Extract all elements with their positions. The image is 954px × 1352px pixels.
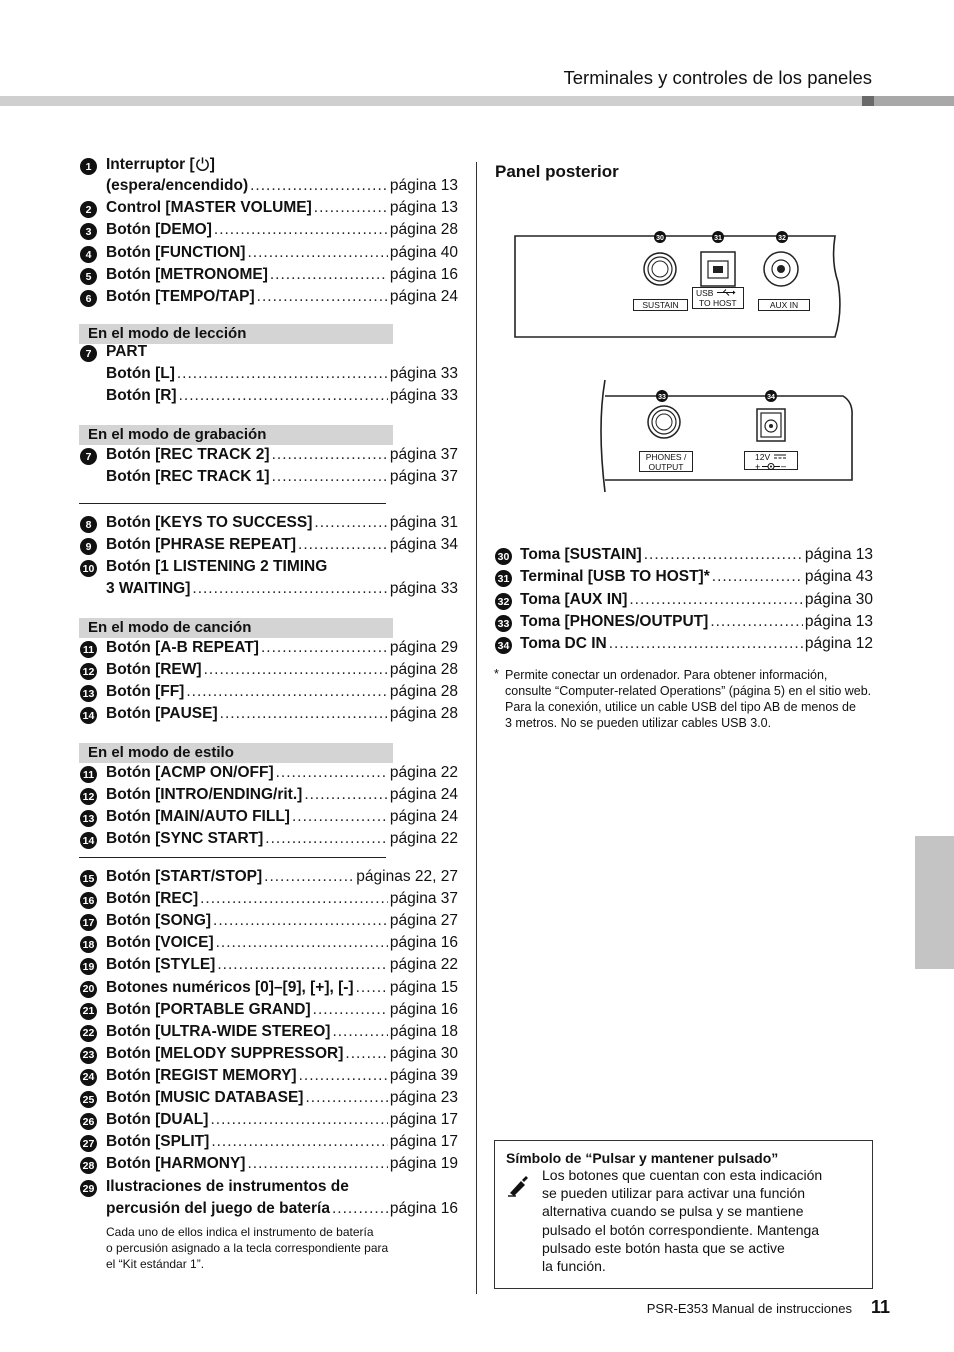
page-ref: página 13 bbox=[389, 199, 458, 216]
footnote-asterisk: * bbox=[494, 667, 499, 681]
info-box-line: la función. bbox=[542, 1258, 606, 1275]
page-ref: página 24 bbox=[389, 786, 458, 803]
page-ref: página 17 bbox=[389, 1111, 458, 1129]
item-label: Botón [FUNCTION] bbox=[106, 244, 246, 261]
dot-leader bbox=[629, 591, 803, 609]
phones-output-label bbox=[639, 451, 693, 472]
item-number-badge: 21 bbox=[80, 1003, 97, 1020]
item-label: Terminal [USB TO HOST]* bbox=[520, 568, 710, 585]
item-label: Botón [SYNC START] bbox=[106, 830, 264, 847]
item-label: Control [MASTER VOLUME] bbox=[106, 199, 312, 216]
item-number-badge: 31 bbox=[495, 570, 512, 587]
info-box-line: Los botones que cuentan con esta indicación bbox=[542, 1167, 823, 1183]
item-label: Botón [METRONOME] bbox=[106, 266, 268, 283]
dot-leader bbox=[210, 1111, 387, 1129]
section-header-record-mode: En el modo de grabación bbox=[79, 425, 393, 445]
section-header-song-mode: En el modo de canción bbox=[79, 618, 393, 638]
page-ref: página 24 bbox=[389, 288, 458, 305]
item-number-badge: 9 bbox=[80, 538, 97, 555]
dot-leader bbox=[314, 514, 388, 532]
item-number-badge: 32 bbox=[495, 593, 512, 610]
jack-number-31 bbox=[712, 231, 724, 243]
item-number-badge: 22 bbox=[80, 1025, 97, 1042]
page-ref: página 13 bbox=[389, 177, 458, 194]
page-ref: página 22 bbox=[389, 830, 458, 847]
item-1-label: Interruptor [ ] bbox=[106, 156, 215, 173]
item-number-badge: 12 bbox=[80, 788, 97, 805]
item-number-badge: 14 bbox=[80, 832, 97, 849]
item-29-note-1: Cada uno de ellos indica el instrumento de batería bbox=[106, 1225, 374, 1239]
footnote-line-3: Para la conexión, utilice un cable USB del tipo AB de menos de bbox=[505, 700, 856, 714]
item-label: Botón [HARMONY] bbox=[106, 1155, 246, 1173]
page-ref: página 43 bbox=[804, 568, 873, 585]
index-entry-row bbox=[106, 890, 458, 908]
column-divider bbox=[476, 162, 477, 1294]
dot-leader bbox=[356, 979, 388, 997]
item-number-badge: 14 bbox=[80, 707, 97, 724]
page-ref: página 37 bbox=[389, 890, 458, 908]
side-thumb-tab bbox=[915, 836, 954, 969]
item-number-badge: 8 bbox=[80, 516, 97, 533]
page-ref: página 15 bbox=[389, 978, 458, 996]
usb-label-text: USB bbox=[696, 288, 714, 298]
index-entry-row bbox=[106, 956, 458, 974]
item-label: Toma [SUSTAIN] bbox=[520, 546, 642, 563]
svg-text:30: 30 bbox=[656, 235, 664, 242]
item-label: Botón [PORTABLE GRAND] bbox=[106, 1000, 311, 1018]
dot-leader bbox=[200, 890, 388, 908]
to-host-label-text: TO HOST bbox=[699, 298, 737, 308]
item-label: Botón [SONG] bbox=[106, 912, 212, 930]
page-ref: página 23 bbox=[389, 1089, 458, 1106]
dot-leader bbox=[644, 546, 803, 564]
dc-symbol-icon bbox=[773, 454, 787, 459]
info-box-title: Símbolo de “Pulsar y mantener pulsado” bbox=[506, 1150, 779, 1166]
page-ref: página 12 bbox=[804, 635, 873, 652]
polarity-symbol-icon bbox=[755, 462, 787, 471]
svg-text:+: + bbox=[755, 462, 761, 471]
dot-leader bbox=[204, 661, 388, 679]
page-ref: página 18 bbox=[389, 1022, 458, 1040]
page-header-title: Terminales y controles de los paneles bbox=[563, 67, 872, 88]
item-number-badge: 11 bbox=[80, 641, 97, 658]
item-29-line1: Ilustraciones de instrumentos de bbox=[106, 1178, 349, 1195]
page-ref: página 30 bbox=[389, 1044, 458, 1062]
index-entry-row bbox=[106, 266, 458, 284]
page-ref: página 40 bbox=[389, 244, 458, 261]
item-label: Botón [PAUSE] bbox=[106, 705, 218, 722]
item-label: percusión del juego de batería bbox=[106, 1200, 330, 1217]
panel-outline bbox=[601, 380, 852, 492]
item-label: Botón [FF] bbox=[106, 683, 185, 700]
item-number-badge: 4 bbox=[80, 246, 97, 263]
item-number-badge: 24 bbox=[80, 1069, 97, 1086]
page-ref: página 37 bbox=[389, 468, 458, 485]
item-label: Botón [SPLIT] bbox=[106, 1133, 210, 1151]
page-ref: página 37 bbox=[389, 446, 458, 463]
phones-output-jack-icon bbox=[648, 406, 680, 438]
item-label: Botón [REW] bbox=[106, 661, 202, 678]
item-label: Toma DC IN bbox=[520, 635, 607, 652]
page-ref: página 31 bbox=[389, 514, 458, 531]
page-ref: página 34 bbox=[389, 536, 458, 553]
section-divider bbox=[79, 857, 386, 858]
jack-number-32 bbox=[776, 231, 788, 243]
item-label: Botón [MUSIC DATABASE] bbox=[106, 1089, 304, 1106]
footnote-line-1: Permite conectar un ordenador. Para obtener información, bbox=[505, 668, 828, 682]
page-ref: página 19 bbox=[389, 1155, 458, 1173]
dot-leader bbox=[264, 868, 354, 886]
info-box-line: alternativa cuando se pulsa y se mantiene bbox=[542, 1203, 804, 1220]
page-ref: página 13 bbox=[804, 546, 873, 563]
index-entry-row bbox=[106, 1133, 458, 1151]
dot-leader bbox=[710, 613, 803, 631]
dot-leader bbox=[272, 446, 388, 464]
dot-leader bbox=[332, 1023, 387, 1041]
item-number-badge: 5 bbox=[80, 268, 97, 285]
item-number-badge: 23 bbox=[80, 1047, 97, 1064]
sustain-jack-icon bbox=[644, 253, 676, 285]
item-number-badge: 12 bbox=[80, 663, 97, 680]
page-number: 11 bbox=[871, 1297, 891, 1317]
item-number-badge: 15 bbox=[80, 870, 97, 887]
page-ref: página 16 bbox=[389, 266, 458, 283]
dot-leader bbox=[247, 1155, 387, 1173]
index-entry-row bbox=[106, 1111, 458, 1129]
index-entry-row bbox=[106, 536, 458, 554]
rear-panel-top-illustration bbox=[505, 222, 845, 342]
page-ref: página 16 bbox=[389, 1200, 458, 1217]
footnote-line-2: consulte “Computer-related Operations” (página 5) en el sitio web. bbox=[505, 684, 872, 698]
item-label: Botón [INTRO/ENDING/rit.] bbox=[106, 786, 303, 803]
index-entry-row bbox=[106, 199, 458, 217]
page-ref: página 33 bbox=[389, 580, 458, 597]
page-ref: página 28 bbox=[389, 683, 458, 700]
item-number-badge: 11 bbox=[80, 766, 97, 783]
index-entry-row bbox=[520, 635, 873, 653]
item-label: Botón [VOICE] bbox=[106, 934, 214, 952]
index-entry-row bbox=[106, 221, 458, 239]
item-label: Botón [START/STOP] bbox=[106, 868, 263, 885]
item-label: Botón [DEMO] bbox=[106, 221, 212, 238]
dot-leader bbox=[186, 683, 388, 701]
svg-text:31: 31 bbox=[714, 235, 722, 242]
page-ref: página 33 bbox=[389, 387, 458, 404]
dot-leader bbox=[192, 580, 388, 598]
index-entry-row bbox=[106, 288, 458, 306]
item-label: Botón [L] bbox=[106, 365, 175, 382]
item-label: Botón [STYLE] bbox=[106, 956, 216, 974]
page-ref: página 28 bbox=[389, 221, 458, 238]
info-box-line: se pueden utilizar para activar una función bbox=[542, 1185, 806, 1202]
index-entry-row bbox=[106, 639, 458, 657]
rear-panel-bottom-illustration bbox=[595, 376, 860, 496]
index-entry-row bbox=[106, 661, 458, 679]
dot-leader bbox=[313, 1001, 388, 1019]
item-label: Botón [REC TRACK 1] bbox=[106, 468, 270, 485]
index-entry-row bbox=[106, 868, 458, 886]
index-entry-row bbox=[106, 1045, 458, 1063]
item-label: Botón [R] bbox=[106, 387, 177, 404]
item-29-row bbox=[106, 1200, 458, 1218]
usb-symbol-icon bbox=[716, 288, 736, 297]
voltage-label-text: 12V bbox=[755, 452, 771, 462]
index-entry-row bbox=[520, 613, 873, 631]
jack-number-34 bbox=[765, 390, 777, 402]
dot-leader bbox=[265, 830, 388, 848]
item-29-note-3: el “Kit estándar 1”. bbox=[106, 1257, 205, 1271]
dot-leader bbox=[305, 1089, 387, 1107]
page-ref: página 28 bbox=[389, 705, 458, 722]
item-29-note-2: o percusión asignado a la tecla correspondiente para bbox=[106, 1241, 389, 1255]
index-entry-row bbox=[106, 705, 458, 723]
item-label: Botón [ULTRA-WIDE STEREO] bbox=[106, 1022, 331, 1040]
item-number-badge: 13 bbox=[80, 685, 97, 702]
index-entry-row bbox=[106, 912, 458, 930]
dot-leader bbox=[298, 536, 388, 554]
item-label: Botones numéricos [0]–[9], [+], [-] bbox=[106, 978, 354, 996]
svg-text:33: 33 bbox=[658, 394, 666, 401]
dot-leader bbox=[214, 221, 388, 239]
page-ref: página 17 bbox=[389, 1133, 458, 1151]
index-entry-row bbox=[106, 979, 458, 997]
item-label: Toma [AUX IN] bbox=[520, 591, 628, 608]
page-ref: página 13 bbox=[804, 613, 873, 630]
page-ref: página 29 bbox=[389, 639, 458, 656]
item-label: 3 WAITING] bbox=[106, 580, 191, 597]
page-ref: página 16 bbox=[389, 934, 458, 952]
svg-text:32: 32 bbox=[778, 235, 786, 242]
item-label: Botón [REGIST MEMORY] bbox=[106, 1066, 297, 1084]
index-entry-row bbox=[106, 468, 458, 486]
index-entry-row bbox=[520, 546, 873, 564]
index-entry-row bbox=[520, 591, 873, 609]
item-number-badge: 34 bbox=[495, 637, 512, 654]
dot-leader bbox=[609, 635, 803, 653]
dot-leader bbox=[177, 365, 388, 383]
section-divider bbox=[79, 503, 386, 504]
item-10-line1: Botón [1 LISTENING 2 TIMING bbox=[106, 558, 328, 575]
item-label: Botón [KEYS TO SUCCESS] bbox=[106, 514, 313, 531]
index-entry-row bbox=[106, 514, 458, 532]
index-entry-row bbox=[106, 1155, 458, 1173]
dot-leader bbox=[299, 1067, 388, 1085]
info-box-line: pulsado este botón hasta que se active bbox=[542, 1239, 785, 1256]
item-label: Botón [MELODY SUPPRESSOR] bbox=[106, 1044, 344, 1062]
dot-leader bbox=[292, 808, 388, 826]
output-label-text: OUTPUT bbox=[648, 462, 684, 472]
index-entry-row bbox=[106, 830, 458, 848]
index-entry-row bbox=[106, 365, 458, 383]
header-rule-marker bbox=[862, 96, 874, 106]
dot-leader bbox=[304, 786, 388, 804]
index-entry-row bbox=[106, 1001, 458, 1019]
usb-to-host-label bbox=[692, 287, 744, 309]
item-number-badge: 28 bbox=[80, 1157, 97, 1174]
index-entry-row bbox=[106, 244, 458, 262]
item-label: Botón [REC TRACK 2] bbox=[106, 446, 270, 463]
dot-leader bbox=[247, 244, 387, 262]
item-label: Toma [PHONES/OUTPUT] bbox=[520, 613, 709, 630]
index-entry-row bbox=[106, 786, 458, 804]
dot-leader bbox=[179, 387, 388, 405]
info-box-line: pulsado el botón correspondiente. Mantenga bbox=[542, 1221, 820, 1238]
page-ref: página 16 bbox=[389, 1000, 458, 1018]
index-entry-row bbox=[106, 446, 458, 464]
page-ref: página 39 bbox=[389, 1066, 458, 1084]
item-number-badge: 3 bbox=[80, 223, 97, 240]
item-label: (espera/encendido) bbox=[106, 177, 249, 194]
item-number-badge: 25 bbox=[80, 1091, 97, 1108]
page-ref: página 30 bbox=[804, 591, 873, 608]
item-number-badge: 19 bbox=[80, 958, 97, 975]
panel-outline bbox=[515, 236, 840, 337]
item-label: Botón [TEMPO/TAP] bbox=[106, 288, 255, 305]
dot-leader bbox=[220, 705, 388, 723]
item-number-badge: 2 bbox=[80, 201, 97, 218]
info-box-body bbox=[542, 1166, 822, 1275]
item-number-badge: 10 bbox=[80, 560, 97, 577]
footer-manual-title: PSR-E353 Manual de instrucciones bbox=[646, 1301, 852, 1316]
item-number-badge: 27 bbox=[80, 1135, 97, 1152]
page-ref: páginas 22, 27 bbox=[356, 868, 458, 885]
header-rule-end bbox=[874, 96, 954, 106]
dot-leader bbox=[213, 912, 388, 930]
index-entry-row bbox=[106, 764, 458, 782]
page-ref: página 28 bbox=[389, 661, 458, 678]
page-ref: página 33 bbox=[389, 365, 458, 382]
item-number-badge: 30 bbox=[495, 548, 512, 565]
part-label: PART bbox=[106, 343, 148, 360]
svg-text:34: 34 bbox=[767, 394, 775, 401]
item-label: Botón [DUAL] bbox=[106, 1111, 209, 1129]
dot-leader bbox=[276, 764, 388, 782]
sustain-label: SUSTAIN bbox=[633, 299, 688, 311]
dot-leader bbox=[261, 639, 388, 657]
item-number-badge: 16 bbox=[80, 892, 97, 909]
index-entry-row bbox=[106, 683, 458, 701]
item-number-badge: 7 bbox=[80, 448, 97, 465]
item-number-badge: 20 bbox=[80, 981, 97, 998]
index-entry-row bbox=[106, 1089, 458, 1107]
dot-leader bbox=[712, 568, 803, 586]
header-rule bbox=[0, 96, 862, 106]
item-label: Botón [MAIN/AUTO FILL] bbox=[106, 808, 290, 825]
dot-leader bbox=[314, 199, 388, 217]
item-label: Botón [PHRASE REPEAT] bbox=[106, 536, 297, 553]
item-number-badge: 18 bbox=[80, 936, 97, 953]
dc-in-jack-icon bbox=[757, 409, 785, 441]
press-and-hold-icon bbox=[507, 1173, 529, 1197]
index-entry-row bbox=[106, 808, 458, 826]
dot-leader bbox=[216, 934, 388, 952]
dot-leader bbox=[257, 288, 388, 306]
press-and-hold-info-box bbox=[494, 1140, 873, 1289]
page-ref: página 24 bbox=[389, 808, 458, 825]
aux-in-jack-icon bbox=[764, 252, 798, 286]
index-entry-row bbox=[106, 580, 458, 598]
item-number-badge: 1 bbox=[80, 158, 97, 175]
svg-text:–: – bbox=[781, 462, 787, 471]
aux-in-label: AUX IN bbox=[758, 299, 810, 311]
item-number-badge: 29 bbox=[80, 1180, 97, 1197]
item-number-badge: 7 bbox=[80, 345, 97, 362]
item-number-badge: 13 bbox=[80, 810, 97, 827]
power-icon bbox=[195, 156, 210, 171]
page-ref: página 22 bbox=[389, 956, 458, 974]
index-entry-row bbox=[106, 934, 458, 952]
rear-panel-title: Panel posterior bbox=[495, 162, 619, 181]
jack-number-30 bbox=[654, 231, 666, 243]
dot-leader bbox=[270, 266, 388, 284]
dot-leader bbox=[345, 1045, 388, 1063]
dot-leader bbox=[211, 1133, 388, 1151]
item-label: Botón [REC] bbox=[106, 890, 199, 908]
footnote-line-4: 3 metros. No se pueden utilizar cables USB 3.0. bbox=[505, 716, 772, 730]
item-label: Botón [ACMP ON/OFF] bbox=[106, 764, 274, 781]
item-1-row bbox=[106, 177, 458, 195]
index-entry-row bbox=[106, 1023, 458, 1041]
dot-leader bbox=[217, 956, 388, 974]
phones-label-text: PHONES / bbox=[645, 452, 687, 462]
dc-12v-label bbox=[744, 451, 798, 470]
page-ref: página 27 bbox=[389, 912, 458, 930]
page-ref: página 22 bbox=[389, 764, 458, 781]
item-number-badge: 6 bbox=[80, 290, 97, 307]
index-entry-row bbox=[106, 1067, 458, 1085]
jack-number-33 bbox=[656, 390, 668, 402]
section-header-lesson-mode: En el modo de lección bbox=[79, 324, 393, 344]
dot-leader bbox=[272, 468, 388, 486]
index-entry-row bbox=[520, 568, 873, 586]
item-number-badge: 33 bbox=[495, 615, 512, 632]
item-number-badge: 17 bbox=[80, 914, 97, 931]
item-number-badge: 26 bbox=[80, 1113, 97, 1130]
index-entry-row bbox=[106, 387, 458, 405]
usb-port-icon bbox=[701, 252, 735, 286]
section-header-style-mode: En el modo de estilo bbox=[79, 743, 393, 763]
item-label: Botón [A-B REPEAT] bbox=[106, 639, 259, 656]
